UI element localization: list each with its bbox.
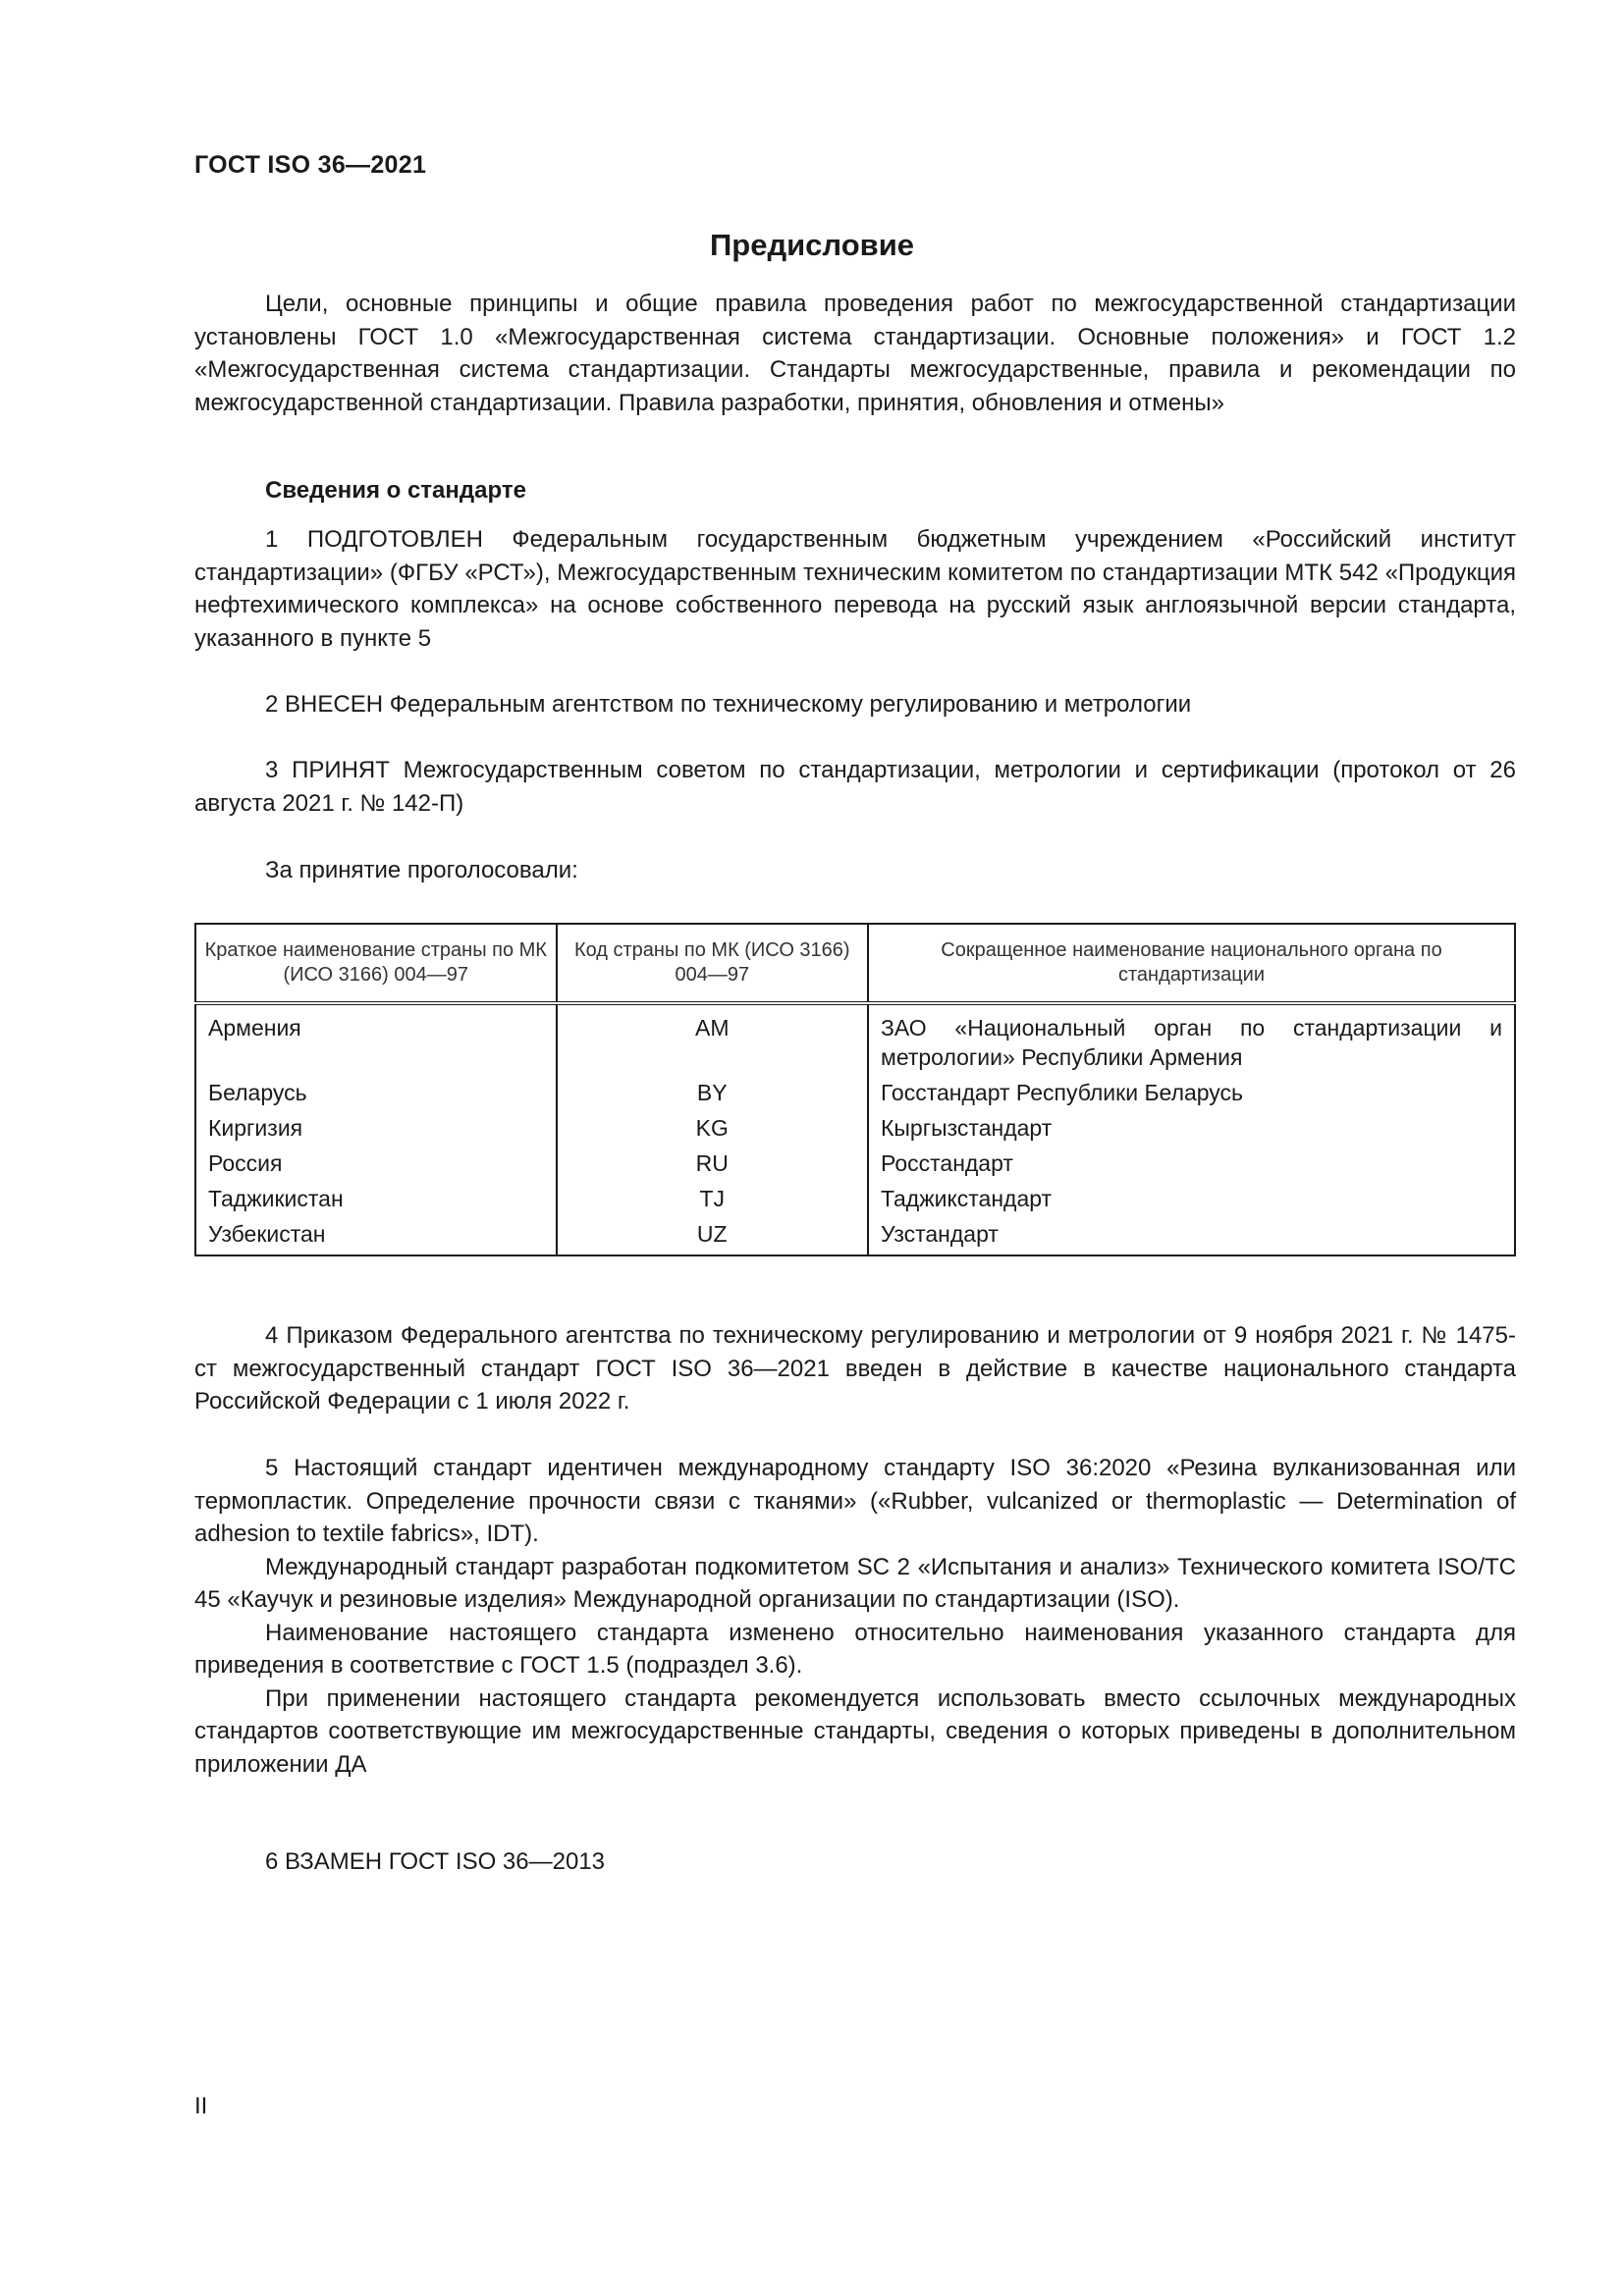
table-row (195, 1110, 1515, 1146)
cell-country: Беларусь (195, 1075, 557, 1110)
cell-code: RU (557, 1146, 868, 1181)
cell-code: UZ (557, 1216, 868, 1255)
info-section (194, 474, 1516, 507)
table-row (195, 1146, 1515, 1181)
cell-code: AM (557, 1003, 868, 1075)
cell-national-body: Госстандарт Республики Беларусь (868, 1075, 1515, 1110)
item-5-paragraph-2: Международный стандарт разработан подкомитетом SC 2 «Испытания и анализ» Технического комитета ISO/TC 45 «Каучук и резиновые изделия» Международной организации по стандартизации (ISO). (194, 1553, 1516, 1613)
cell-country: Россия (195, 1146, 557, 1181)
item-2-text: 2 ВНЕСЕН Федеральным агентством по техническому регулированию и метрологии (265, 691, 1192, 718)
item-5-paragraph-4: При применении настоящего стандарта рекомендуется использовать вместо ссылочных международных стандартов соответствующие им межгосударственные стандарты, сведения о которых приведены в дополнительном приложении ДА (194, 1684, 1516, 1778)
cell-country: Киргизия (195, 1110, 557, 1146)
cell-national-body: Росстандарт (868, 1146, 1515, 1181)
item-6 (194, 1845, 1516, 1879)
cell-code: TJ (557, 1181, 868, 1216)
page-number: II (194, 2093, 208, 2119)
item-5-text: 5 Настоящий стандарт идентичен международному стандарту ISO 36:2020 «Резина вулканизованная или термопластик. Определение прочности связи с тканями» («Rubber, vulcanized or thermoplastic — Determination of adhesion to textile fabrics», IDT). (194, 1455, 1516, 1547)
cell-national-body: Узстандарт (868, 1216, 1515, 1255)
item-3-text: 3 ПРИНЯТ Межгосударственным советом по стандартизации, метрологии и сертификации (протокол от 26 августа 2021 г. № 142-П) (194, 757, 1516, 817)
item-1-text: 1 ПОДГОТОВЛЕН Федеральным государственным бюджетным учреждением «Российский институт стандартизации» (ФГБУ «РСТ»), Межгосударственным техническим комитетом по стандартизации МТК 542 «Продукция нефтехимического комплекса» на основе собственного перевода на русский язык англоязычной версии стандарта, указанного в пункте 5 (194, 526, 1516, 652)
intro-paragraph: Цели, основные принципы и общие правила проведения работ по межгосударственной стандартизации установлены ГОСТ 1.0 «Межгосударственная система стандартизации. Основные положения» и ГОСТ 1.2 «Межгосударственная система стандартизации. Стандарты межгосударственные, правила и рекомендации по межгосударственной стандартизации. Правила разработки, принятия, обновления и отмены» (194, 291, 1516, 416)
voted-label-block (194, 854, 1516, 887)
header-national-body: Сокращенное наименование национального органа по стандартизации (868, 924, 1515, 1003)
cell-code: KG (557, 1110, 868, 1146)
table-row (195, 1075, 1515, 1110)
cell-country: Узбекистан (195, 1216, 557, 1255)
item-6-text: 6 ВЗАМЕН ГОСТ ISO 36—2013 (265, 1848, 606, 1875)
cell-country: Армения (195, 1003, 557, 1075)
section-heading: Сведения о стандарте (265, 477, 526, 504)
header-country: Краткое наименование страны по МК (ИСО 3166) 004—97 (195, 924, 557, 1003)
intro-section (194, 288, 1516, 419)
table-header-row (195, 924, 1515, 1003)
document-code-header: ГОСТ ISO 36—2021 (194, 151, 427, 179)
cell-code: BY (557, 1075, 868, 1110)
page-title: Предисловие (709, 228, 914, 262)
cell-national-body: Таджикстандарт (868, 1181, 1515, 1216)
table-row (195, 1181, 1515, 1216)
item-5 (194, 1452, 1516, 1781)
item-2 (194, 688, 1516, 721)
item-3 (194, 754, 1516, 820)
voted-label: За принятие проголосовали: (265, 857, 578, 883)
item-4-text: 4 Приказом Федерального агентства по техническому регулированию и метрологии от 9 ноября 2021 г. № 1475-ст межгосударственный стандарт ГОСТ ISO 36—2021 введен в действие в качестве национального стандарта Российской Федерации с 1 июля 2022 г. (194, 1322, 1516, 1415)
cell-country: Таджикистан (195, 1181, 557, 1216)
header-code: Код страны по МК (ИСО 3166) 004—97 (557, 924, 868, 1003)
item-4 (194, 1319, 1516, 1418)
cell-national-body: Кыргызстандарт (868, 1110, 1515, 1146)
table-row (195, 1216, 1515, 1255)
item-5-paragraph-3: Наименование настоящего стандарта изменено относительно наименования указанного стандарта для приведения в соответствие с ГОСТ 1.5 (подраздел 3.6). (194, 1619, 1516, 1679)
item-1 (194, 523, 1516, 655)
table-row (195, 1003, 1515, 1075)
cell-national-body: ЗАО «Национальный орган по стандартизации и метрологии» Республики Армения (868, 1003, 1515, 1075)
member-states-table (194, 923, 1516, 1256)
